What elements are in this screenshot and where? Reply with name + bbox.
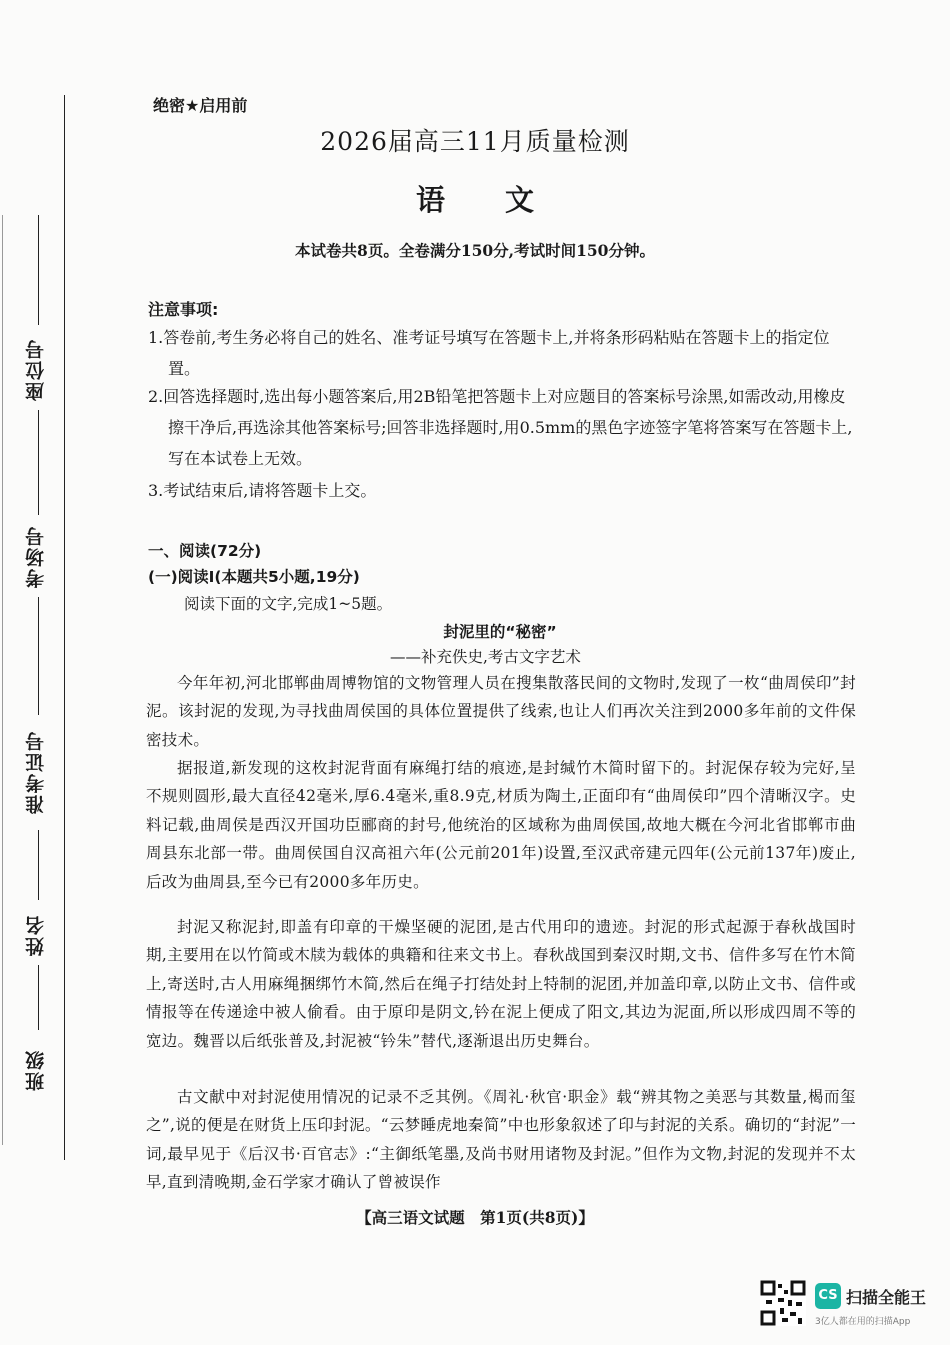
scanner-logo-icon: CS xyxy=(815,1283,841,1309)
subject-title: 语文 xyxy=(415,183,594,217)
edge-line xyxy=(2,215,3,1145)
notice-item xyxy=(148,381,860,474)
class-label: 班级 xyxy=(25,1049,47,1091)
name-label: 姓名 xyxy=(25,914,47,956)
exam-info: 本试卷共8页。全卷满分150分,考试时间150分钟。 xyxy=(295,241,655,260)
exam-title: 2026届高三11月质量检测 xyxy=(320,127,630,156)
ticket-number-line[interactable] xyxy=(38,830,39,900)
article-subtitle: ——补充佚史,考古文字艺术 xyxy=(390,648,581,666)
ticket-number-label: 准考证号 xyxy=(25,730,47,814)
exam-room-line[interactable] xyxy=(38,597,39,715)
exam-room-label: 考场号 xyxy=(25,525,47,589)
scanner-tagline: 3亿人都在用的扫描App xyxy=(815,1317,911,1327)
secret-label: 绝密★启用前 xyxy=(153,96,248,115)
article-title: 封泥里的“秘密” xyxy=(443,623,557,641)
scanner-app-name: 扫描全能王 xyxy=(846,1288,927,1307)
section-intro: 阅读下面的文字,完成1~5题。 xyxy=(184,595,393,613)
notice-item-1: 1.答卷前,考生务必将自己的姓名、准考证号填写在答题卡上,并将条形码粘贴在答题卡上的指定位置。 xyxy=(148,328,830,378)
name-line[interactable] xyxy=(38,965,39,1030)
notice-item xyxy=(148,475,860,506)
article-paragraph-2: 据报道,新发现的这枚封泥背面有麻绳打结的痕迹,是封缄竹木简时留下的。封泥保存较为完好,呈不规则圆形,最大直径42毫米,厚6.4毫米,重8.9克,材质为陶土,正面印有“曲周侯印”四个清晰汉字。史料记载,曲周侯是西汉开国功臣郦商的封号,他统治的区域称为曲周侯国,故地大概在今河北省邯郸市曲周县东北部一带。曲周侯国自汉高祖六年(公元前201年)设置,至汉武帝建元四年(公元前137年)废止,后改为曲周县,至今已有2000多年历史。 xyxy=(146,759,856,891)
notice-item-3: 3.考试结束后,请将答题卡上交。 xyxy=(148,481,377,500)
article-paragraph-4: 古文献中对封泥使用情况的记录不乏其例。《周礼·秋官·职金》载“辨其物之美恶与其数量,楬而玺之”,说的便是在财货上压印封泥。“云梦睡虎地秦简”中也形象叙述了印与封泥的关系。确切的“封泥”一词,最早见于《后汉书·百官志》:“主御纸笔墨,及尚书财用诸物及封泥。”但作为文物,封泥的发现并不太早,直到清晚期,金石学家才确认了曾被误作 xyxy=(146,1088,856,1192)
section-heading: 一、阅读(72分) xyxy=(148,542,262,560)
notice-item-2: 2.回答选择题时,选出每小题答案后,用2B铅笔把答题卡上对应题目的答案标号涂黑,如需改动,用橡皮擦干净后,再选涂其他答案标号;回答非选择题时,用0.5mm的黑色字迹签字笔将答案写在答题卡上,写在本试卷上无效。 xyxy=(148,387,853,468)
qr-code-icon xyxy=(760,1280,806,1326)
article-paragraph-3: 封泥又称泥封,即盖有印章的干燥坚硬的泥团,是古代用印的遗迹。封泥的形式起源于春秋战国时期,主要用在以竹简或木牍为载体的典籍和往来文书上。春秋战国到秦汉时期,文书、信件多写在竹木简上,寄送时,古人用麻绳捆绑竹木简,然后在绳子打结处封上特制的泥团,并加盖印章,以防止文书、信件或情报等在传递途中被人偷看。由于原印是阴文,钤在泥上便成了阳文,其边为泥面,所以形成四周不等的宽边。魏晋以后纸张普及,封泥被“钤朱”替代,逐渐退出历史舞台。 xyxy=(146,918,856,1050)
notice-item xyxy=(148,322,860,384)
seat-number-label: 座位号 xyxy=(25,338,47,402)
article-paragraph-1: 今年年初,河北邯郸曲周博物馆的文物管理人员在搜集散落民间的文物时,发现了一枚“曲周侯印”封泥。该封泥的发现,为寻找曲周侯国的具体位置提供了线索,也让人们再次关注到2000多年前的文件保密技术。 xyxy=(146,674,856,749)
page-footer: 【高三语文试题 第1页(共8页)】 xyxy=(356,1208,594,1227)
subsection-heading: (一)阅读Ⅰ(本题共5小题,19分) xyxy=(148,568,360,586)
seat-number-line[interactable] xyxy=(38,215,39,325)
notice-title: 注意事项: xyxy=(148,300,219,319)
exam-room-line-top[interactable] xyxy=(38,410,39,515)
